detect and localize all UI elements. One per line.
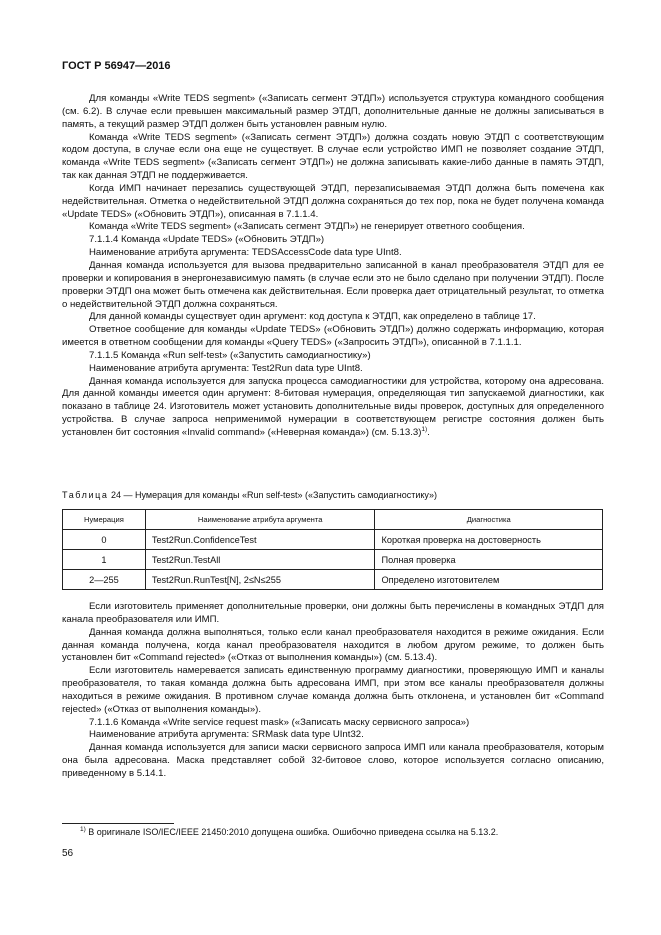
table-cell: 1: [63, 550, 146, 570]
table-row: [63, 570, 603, 590]
table-caption: [62, 490, 604, 500]
paragraph: Когда ИМП начинает перезапись существующей ЭТДП, перезаписываемая ЭТДП должна быть помечена как недействительная. Отметка о недействительной ЭТДП должна сохраняться до тех пор, пока не будет получена команда «Update TEDS» («Обновить ЭТДП»), описанная в 7.1.1.4.: [62, 182, 604, 220]
table-row: [63, 530, 603, 550]
table-cell: Короткая проверка на достоверность: [375, 530, 603, 550]
table-cell: Определено изготовителем: [375, 570, 603, 590]
paragraph: Для данной команды существует один аргумент: код доступа к ЭТДП, как определено в таблице 17.: [89, 311, 536, 323]
document-header: ГОСТ Р 56947—2016: [62, 60, 171, 72]
footnote-text: В оригинале ISO/IEC/IEEE 21450:2010 допущена ошибка. Ошибочно приведена ссылка на 5.13.2.: [85, 827, 499, 837]
paragraph: Команда «Write TEDS segment» («Записать сегмент ЭТДП») не генерирует ответного сообщения.: [89, 221, 525, 233]
footnote-marker: 1): [80, 826, 86, 833]
column-header-number: Нумерация: [63, 510, 146, 530]
section-heading-7-1-1-6: 7.1.1.6 Команда «Write service request mask» («Записать маску сервисного запроса»): [89, 716, 470, 728]
paragraph: Данная команда должна выполняться, только если канал преобразователя находится в режиме ожидания. Если данная команда получена, когда канал преобразователя находится в любом другом режиме, то должен быть установлен бит «Command rejected» («Отказ от выполнения команды») (см. 5.13.4).: [62, 626, 604, 664]
footnote-separator: [62, 823, 174, 824]
table-24: [62, 509, 603, 590]
section-heading-7-1-1-5: 7.1.1.5 Команда «Run self-test» («Запустить самодиагностику»): [89, 349, 371, 361]
paragraph: Наименование атрибута аргумента: SRMask data type UInt32.: [89, 729, 364, 741]
column-header-attribute: Наименование атрибута аргумента: [145, 510, 375, 530]
section-heading-7-1-1-4: 7.1.1.4 Команда «Update TEDS» («Обновить ЭТДП»): [89, 234, 325, 246]
page-number: 56: [62, 848, 74, 859]
paragraph: Ответное сообщение для команды «Update TEDS» («Обновить ЭТДП») должно содержать информацию, которая имеется в ответном сообщении для команды «Query TEDS» («Запросить ЭТДП»), описанной в 7.1.1.1.: [62, 324, 604, 349]
table-caption-prefix: Таблица: [62, 490, 109, 500]
table-cell: Полная проверка: [375, 550, 603, 570]
paragraph: Для команды «Write TEDS segment» («Записать сегмент ЭТДП») используется структура командного сообщения (см. 6.2). В случае если превышен максимальный размер ЭТДП, дополнительные данные не должны записываться в память, а текущий размер ЭТДП должен быть установлен равным нулю.: [62, 93, 604, 130]
footnote: [80, 827, 600, 837]
table-cell: Test2Run.ConfidenceTest: [145, 530, 375, 550]
table-row: [63, 550, 603, 570]
paragraph: Команда «Write TEDS segment» («Записать сегмент ЭТДП») должна создать новую ЭТДП с соответствующим кодом доступа, в случае если она еще не существует. В случае если устройство ИМП не позволяет создание ЭТДП, команда «Write TEDS segment» («Записать сегмент ЭТДП») не должна записывать какие-либо данные в память ЭТДП, так как данная ЭТДП не поддерживается.: [62, 131, 604, 182]
paragraph: Если изготовитель применяет дополнительные проверки, они должны быть перечислены в командных ЭТДП для канала преобразователя или ИМП.: [62, 601, 604, 625]
footnote-reference: 1): [421, 425, 428, 433]
paragraph: Данная команда используется для записи маски сервисного запроса ИМП или канала преобразователя, которым она была адресована. Маска представляет собой 32-битовое слово, которое используется согласно описанию, приведенному в 5.14.1.: [62, 742, 604, 779]
table-cell: Test2Run.RunTest[N], 2≤N≤255: [145, 570, 375, 590]
table-header-row: [63, 510, 603, 530]
table-cell: 2—255: [63, 570, 146, 590]
paragraph: Наименование атрибута аргумента: TEDSAccessCode data type UInt8.: [89, 247, 402, 259]
paragraph-self-test: [62, 376, 604, 440]
paragraph: Данная команда используется для вызова предварительно записанной в канал преобразователя ЭТДП для ее проверки и копирования в энергонезависимую память (в случае если это не было сделано при получении ЭТДП). После проверки ЭТДП она может быть отмечена как действительная. Если проверка дает отрицательный результат, то отметка о недействительной ЭТДП должна сохраняться.: [62, 259, 604, 310]
body-text-top: [62, 93, 604, 440]
column-header-diagnostics: Диагностика: [375, 510, 603, 530]
table-cell: 0: [63, 530, 146, 550]
paragraph: Если изготовитель намеревается записать единственную программу диагностики, проверяющую ИМП и каналы преобразователя, то такая команда должна быть адресована ИМП, при этом все каналы преобразователя должны находиться в режиме ожидания. В противном случае команда должна быть отклонена, и установлен бит «Command rejected» («Отказ от выполнения команды»).: [62, 665, 604, 715]
table-cell: Test2Run.TestAll: [145, 550, 375, 570]
paragraph: Наименование атрибута аргумента: Test2Run data type UInt8.: [89, 362, 363, 374]
body-text-bottom: [62, 601, 604, 781]
paragraph-self-test-end: .: [427, 426, 430, 438]
table-caption-text: 24 — Нумерация для команды «Run self-test» («Запустить самодиагностику»): [108, 490, 438, 500]
paragraph-self-test-text: Данная команда используется для запуска процесса самодиагностики для устройства, которому она адресована. Для данной команды имеется один аргумент: 8-битовая нумерация, определяющая тип запускаемой диагностики, как показано в таблице 24. Изготовитель может установить дополнительные виды проверок, доступных для определенного устройства. В случае запроса неприменимой нумерации в соответствующем регистре состояния должен быть установлен бит состояния «Invalid command» («Неверная команда») (см. 5.13.3): [62, 375, 604, 438]
